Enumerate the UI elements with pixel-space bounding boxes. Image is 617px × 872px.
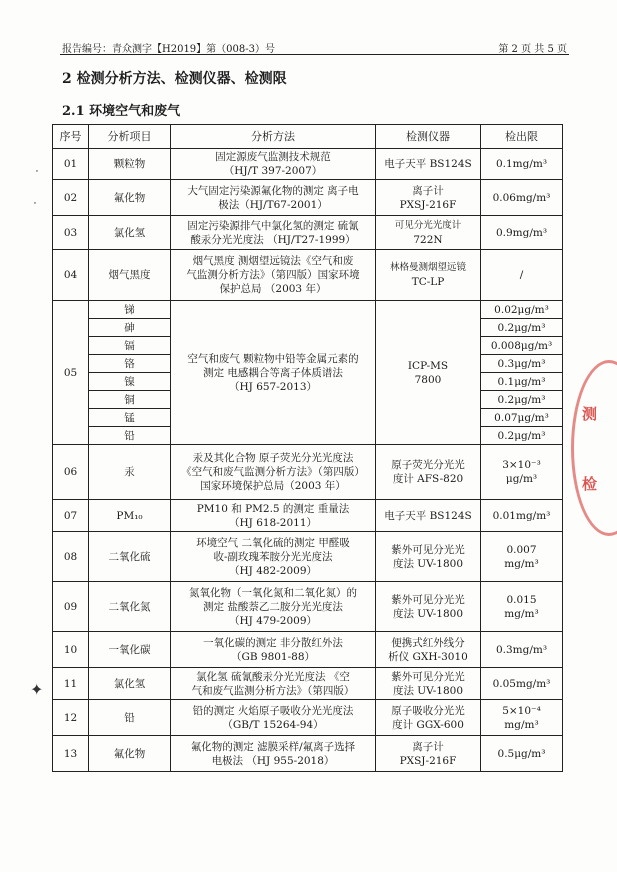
header-rule bbox=[60, 54, 569, 55]
cell-method: 固定源废气监测技术规范 （HJ/T 397-2007） bbox=[171, 149, 376, 180]
col-header-instrument: 检测仪器 bbox=[376, 125, 481, 149]
cell-item: 烟气黑度 bbox=[89, 250, 171, 301]
page-indicator: 第 2 页 共 5 页 bbox=[498, 44, 567, 55]
cell-item: 一氧化碳 bbox=[89, 632, 171, 668]
cell-limit: 0.007 mg/m³ bbox=[481, 532, 563, 582]
scan-mark: ٠ bbox=[32, 196, 38, 209]
table-row bbox=[53, 301, 563, 319]
cell-item: 镉 bbox=[89, 337, 171, 355]
table-row bbox=[53, 668, 563, 700]
cell-instrument: 电子天平 BS124S bbox=[376, 500, 481, 532]
cell-limit: 0.2μg/m³ bbox=[481, 319, 563, 337]
cell-item: PM₁₀ bbox=[89, 500, 171, 532]
cell-instrument: 原子吸收分光光 度计 GGX-600 bbox=[376, 700, 481, 736]
cell-method: 铅的测定 火焰原子吸收分光光度法 （GB/T 15264-94） bbox=[171, 700, 376, 736]
cell-item: 铅 bbox=[89, 700, 171, 736]
table-row bbox=[53, 149, 563, 180]
table-row bbox=[53, 180, 563, 216]
cell-instrument: 离子计 PXSJ-216F bbox=[376, 736, 481, 772]
cell-limit: 0.008μg/m³ bbox=[481, 337, 563, 355]
cell-limit: 0.3μg/m³ bbox=[481, 355, 563, 373]
cell-method: 氮氧化物（一氧化氮和二氧化氮）的 测定 盐酸萘乙二胺分光光度法 （HJ 479-2009） bbox=[171, 582, 376, 632]
cell-limit: 0.06mg/m³ bbox=[481, 180, 563, 216]
table-row bbox=[53, 632, 563, 668]
cell-item: 二氧化硫 bbox=[89, 532, 171, 582]
section-title: 2 检测分析方法、检测仪器、检测限 bbox=[62, 71, 287, 87]
col-header-method: 分析方法 bbox=[171, 125, 376, 149]
cell-limit: 0.01mg/m³ bbox=[481, 500, 563, 532]
report-number: 报告编号：青众测字【H2019】第（008-3）号 bbox=[62, 44, 275, 55]
cell-no: 07 bbox=[53, 500, 89, 532]
scan-mark: ✦ bbox=[30, 680, 44, 699]
cell-item: 铜 bbox=[89, 391, 171, 409]
cell-method: 大气固定污染源氟化物的测定 离子电 极法（HJ/T67-2001） bbox=[171, 180, 376, 216]
cell-instrument: 紫外可见分光光 度法 UV-1800 bbox=[376, 668, 481, 700]
cell-limit: 5×10⁻⁴ mg/m³ bbox=[481, 700, 563, 736]
cell-no: 10 bbox=[53, 632, 89, 668]
table-header-row bbox=[53, 125, 563, 149]
table-row bbox=[53, 445, 563, 500]
cell-item: 砷 bbox=[89, 319, 171, 337]
cell-limit: 0.3mg/m³ bbox=[481, 632, 563, 668]
cell-limit: 3×10⁻³ μg/m³ bbox=[481, 445, 563, 500]
table-row bbox=[53, 250, 563, 301]
cell-method: 固定污染源排气中氯化氢的测定 硫氰 酸汞分光光度法 （HJ/T27-1999） bbox=[171, 216, 376, 250]
cell-limit: 0.05mg/m³ bbox=[481, 668, 563, 700]
cell-instrument: 便携式红外线分 析仪 GXH-3010 bbox=[376, 632, 481, 668]
table-row bbox=[53, 582, 563, 632]
cell-no: 09 bbox=[53, 582, 89, 632]
cell-method: PM10 和 PM2.5 的测定 重量法 （HJ 618-2011） bbox=[171, 500, 376, 532]
table-row bbox=[53, 700, 563, 736]
col-header-no: 序号 bbox=[53, 125, 89, 149]
table-row bbox=[53, 532, 563, 582]
cell-method: 氟化物的测定 滤膜采样/氟离子选择 电极法 （HJ 955-2018） bbox=[171, 736, 376, 772]
table-row bbox=[53, 216, 563, 250]
cell-limit: 0.1μg/m³ bbox=[481, 373, 563, 391]
cell-item: 锰 bbox=[89, 409, 171, 427]
cell-item: 氯化氢 bbox=[89, 668, 171, 700]
cell-instrument: 原子荧光分光光 度计 AFS-820 bbox=[376, 445, 481, 500]
col-header-limit: 检出限 bbox=[481, 125, 563, 149]
cell-method: 空气和废气 颗粒物中铅等金属元素的 测定 电感耦合等离子体质谱法 （HJ 657-2013） bbox=[171, 301, 376, 445]
cell-no: 05 bbox=[53, 301, 89, 445]
table-row bbox=[53, 736, 563, 772]
cell-limit: 0.2μg/m³ bbox=[481, 391, 563, 409]
cell-item: 氟化物 bbox=[89, 736, 171, 772]
subsection-title: 2.1 环境空气和废气 bbox=[62, 104, 181, 119]
cell-no: 12 bbox=[53, 700, 89, 736]
cell-instrument: 离子计 PXSJ-216F bbox=[376, 180, 481, 216]
col-header-item: 分析项目 bbox=[89, 125, 171, 149]
cell-instrument: ICP-MS 7800 bbox=[376, 301, 481, 445]
methods-table bbox=[52, 124, 563, 772]
cell-item: 颗粒物 bbox=[89, 149, 171, 180]
cell-limit: 0.2μg/m³ bbox=[481, 427, 563, 445]
cell-item: 氯化氢 bbox=[89, 216, 171, 250]
cell-limit: 0.02μg/m³ bbox=[481, 301, 563, 319]
cell-item: 氟化物 bbox=[89, 180, 171, 216]
cell-no: 11 bbox=[53, 668, 89, 700]
cell-no: 03 bbox=[53, 216, 89, 250]
table-row bbox=[53, 500, 563, 532]
cell-limit: 0.5μg/m³ bbox=[481, 736, 563, 772]
cell-item: 镍 bbox=[89, 373, 171, 391]
cell-instrument: 紫外可见分光光 度法 UV-1800 bbox=[376, 532, 481, 582]
cell-method: 氯化氢 硫氰酸汞分光光度法 《空 气和废气监测分析方法》（第四版） bbox=[171, 668, 376, 700]
cell-no: 06 bbox=[53, 445, 89, 500]
cell-method: 烟气黑度 测烟望远镜法《空气和废 气监测分析方法》（第四版）国家环境 保护总局 （2003 年） bbox=[171, 250, 376, 301]
cell-method: 环境空气 二氧化硫的测定 甲醛吸 收-副玫瑰苯胺分光光度法 （HJ 482-2009） bbox=[171, 532, 376, 582]
cell-no: 08 bbox=[53, 532, 89, 582]
cell-method: 一氧化碳的测定 非分散红外法 （GB 9801-88） bbox=[171, 632, 376, 668]
cell-method: 汞及其化合物 原子荧光分光光度法 《空气和废气监测分析方法》（第四版） 国家环境保护总局（2003 年） bbox=[171, 445, 376, 500]
cell-limit: 0.9mg/m³ bbox=[481, 216, 563, 250]
cell-item: 汞 bbox=[89, 445, 171, 500]
cell-limit: 0.07μg/m³ bbox=[481, 409, 563, 427]
cell-no: 04 bbox=[53, 250, 89, 301]
cell-instrument: 紫外可见分光光 度法 UV-1800 bbox=[376, 582, 481, 632]
cell-limit: 0.015 mg/m³ bbox=[481, 582, 563, 632]
scan-mark: ٠ bbox=[34, 164, 40, 177]
cell-item: 锑 bbox=[89, 301, 171, 319]
cell-item: 二氧化氮 bbox=[89, 582, 171, 632]
cell-limit: 0.1mg/m³ bbox=[481, 149, 563, 180]
cell-no: 13 bbox=[53, 736, 89, 772]
cell-limit: / bbox=[481, 250, 563, 301]
cell-item: 铬 bbox=[89, 355, 171, 373]
cell-instrument: 可见分光光度计 722N bbox=[376, 216, 481, 250]
cell-instrument: 电子天平 BS124S bbox=[376, 149, 481, 180]
cell-no: 02 bbox=[53, 180, 89, 216]
cell-item: 铅 bbox=[89, 427, 171, 445]
cell-instrument: 林格曼测烟望远镜 TC-LP bbox=[376, 250, 481, 301]
cell-no: 01 bbox=[53, 149, 89, 180]
official-stamp: 测 检 bbox=[571, 360, 617, 536]
